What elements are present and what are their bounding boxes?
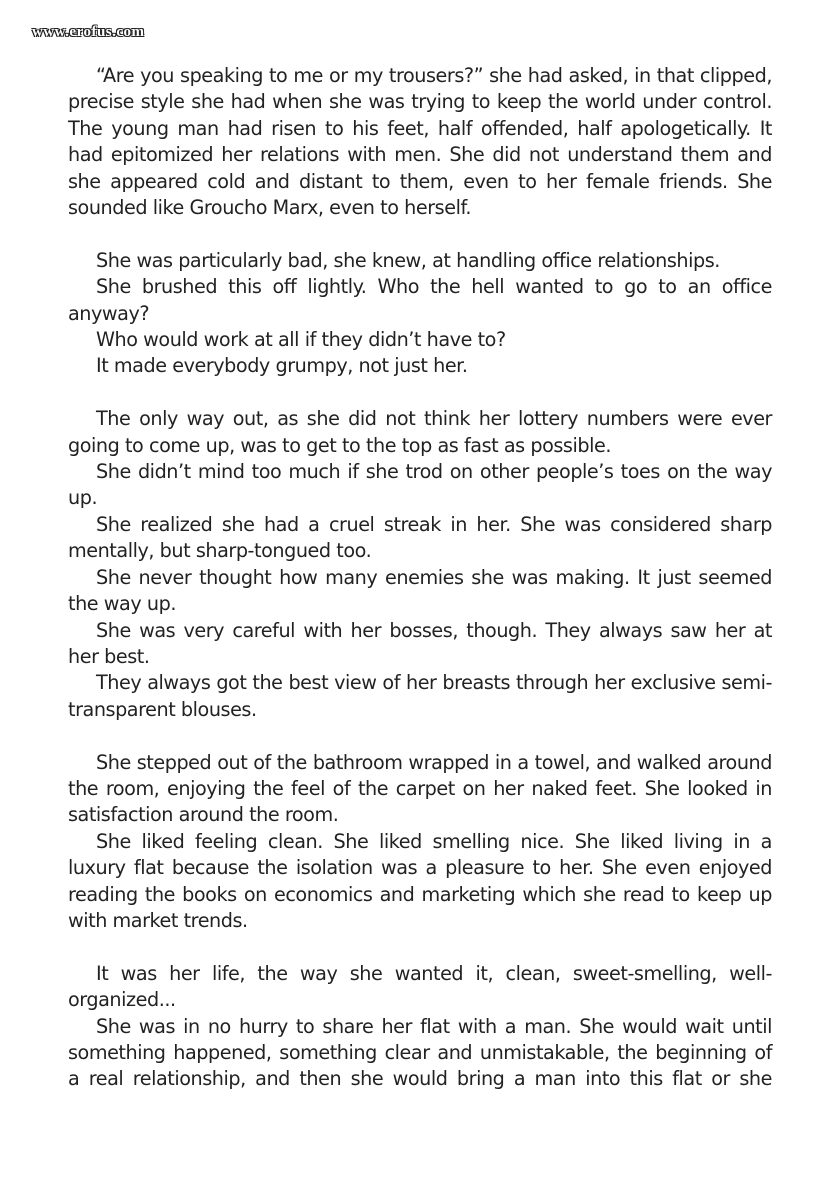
paragraph-gap [68, 221, 772, 247]
paragraph: She stepped out of the bathroom wrapped in a towel, and walked around the room, enjoying the feel of the carpet on her naked feet. She looked in satisfaction around the room. [68, 750, 772, 827]
paragraph: Who would work at all if they didn’t have to? [96, 328, 506, 352]
paragraph-gap [68, 723, 772, 749]
paragraph: She was very careful with her bosses, though. They always saw her at her best. [68, 618, 772, 668]
paragraph: She was in no hurry to share her flat with a man. She would wait until something happened, something clear and unmistakable, the beginning of a real relationship, and then she would bring a man into this flat or she [68, 1014, 772, 1091]
story-text [68, 63, 772, 1093]
paragraph-gap [68, 380, 772, 406]
paragraph-gap [68, 934, 772, 960]
paragraph: They always got the best view of her breasts through her exclusive semi-transparent blouses. [68, 671, 772, 721]
paragraph: The only way out, as she did not think her lottery numbers were ever going to come up, was to get to the top as fast as possible. [68, 407, 772, 457]
paragraph: It made everybody grumpy, not just her. [96, 354, 468, 378]
site-watermark: www.erofus.com [32, 24, 145, 40]
paragraph: She never thought how many enemies she was making. It just seemed the way up. [68, 565, 772, 616]
paragraph: She didn’t mind too much if she trod on other people’s toes on the way up. [68, 460, 772, 510]
paragraph: It was her life, the way she wanted it, clean, sweet-smelling, well-organized... [68, 961, 772, 1012]
paragraph: “Are you speaking to me or my trousers?” she had asked, in that clipped, precise style she had when she was trying to keep the world under control. The young man had risen to his feet, half offended, half apologetically. It had epitomized her relations with men. She did not understand them and she appeared cold and distant to them, even to her female friends. She sounded like Groucho Marx, even to herself. [68, 64, 772, 220]
paragraph: She liked feeling clean. She liked smelling nice. She liked living in a luxury flat because the isolation was a pleasure to her. She even enjoyed reading the books on economics and marketing which she read to keep up with market trends. [68, 829, 772, 932]
paragraph: She realized she had a cruel streak in her. She was considered sharp mentally, but sharp-tongued too. [68, 512, 772, 563]
paragraph: She brushed this off lightly. Who the hell wanted to go to an office anyway? [68, 275, 772, 325]
paragraph: She was particularly bad, she knew, at handling office relationships. [96, 248, 720, 272]
